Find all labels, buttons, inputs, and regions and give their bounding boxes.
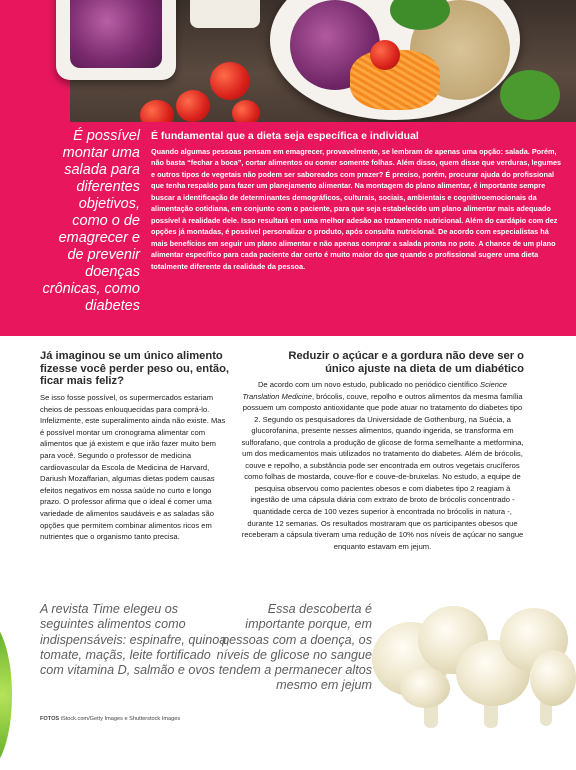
tomato-image — [140, 100, 174, 122]
salad-photo — [0, 0, 576, 122]
bowl-image — [190, 0, 260, 28]
right-body-text: , brócolis, couve, repolho e outros alimentos da mesma família possuem um composto antioxidante que pode atuar no tratamento do diabetes tipo 2. Segundo os pesquisadores da Universidade de Gothenburg, na Suécia, a glucorofanina, presente nesses alimentos, quando ingerida, se transforma em sulforafano, que controla a produção de glicose de forma semelhante a metformina, um dos medicamentos mais utilizados no tratamento do diabetes. Além de brócolis, couve e repolho, a substância pode ser encontrada em outros vegetais crucíferos como folhas de mostarda, couve-flor e couve-de-bruxelas. No estudo, a equipe de pesquisa observou como pacientes obesos e com diabetes tipo 2 reagiam à ingestão de uma cápsula diária com extrato de broto de brócolis concentrado - quantidade cerca de 100 vezes superior à encontrada no brócolis in natura -, durante 12 semanas. Os resultados mostraram que os participantes obesos que receberam a cápsula tiveram uma redução de 10% nos níveis de açúcar no sangue enquanto estavam em jejum. — [241, 391, 524, 551]
left-body: Se isso fosse possível, os supermercados estariam cheios de pessoas enlouquecidas para comprá-lo. Infelizmente, este superalimento ainda não existe. Mas é possível montar um cronograma alimentar com alimentos que já existem e que irão fazer muito bem para você. Segundo o professor de medicina cardiovascular da Escola de Medicina de Harvard, Dariush Mozaffarian, algumas dietas podem causas efeitos negativos em nossa saúde no curto e longo prazo. O professor afirma que o ideal é comer uma variedade de alimentos saudáveis e as saladas são opções que permitem combinar alimentos ricos em nutrientes que o organismo tanto precisa. — [40, 393, 226, 542]
sidebar-quote: É possível montar uma salada para diferentes objetivos, como o de emagrecer e de prevenir doenças crônicas, como diabetes — [42, 128, 140, 314]
info-box-title: É fundamental que a dieta seja específica e individual — [151, 130, 419, 142]
green-apple-image — [0, 620, 12, 770]
tomato-image — [176, 90, 210, 122]
left-heading: Já imaginou se um único alimento fizesse você perder peso ou, então, ficar mais feliz? — [40, 350, 230, 387]
greens-image — [500, 70, 560, 120]
journal-name: Science Translation Medicine — [242, 380, 508, 401]
right-body-intro: De acordo com um novo estudo, publicado no periódico científico — [257, 380, 480, 389]
red-cabbage-image — [70, 0, 162, 68]
tomato-image — [370, 40, 400, 70]
photo-credits — [40, 716, 340, 722]
credits-text: iStock.com/Getty Images e Shutterstock Images — [60, 716, 181, 722]
info-box-body: Quando algumas pessoas pensam em emagrecer, provavelmente, se lembram de apenas uma opção: salada. Porém, não basta “fechar a boca”, cortar alimentos ou comer somente folhas. Além disso, quem disse que verduras, legumes e outros tipos de vegetais não podem ser saboreados com prazer? É preciso, porém, procurar ajuda do profissional que tenha respaldo para fazer um planejamento alimentar. Na montagem do plano alimentar, é importante sempre buscar a identificação de determinantes demográficos, culturais, sociais, ambientais e cognitivoemocionais da alimentação cotidiana, em conjunto com o paciente, para que seja estabelecido um plano alimentar mais adequado possível à realidade dele. Isso resultará em uma melhor adesão ao tratamento nutricional. Além do cardápio com dez opções já montadas, é possível personalizar o produto, após consulta nutricional. De acordo com especialistas há mais benefícios em seguir um plano alimentar e não apenas comprar a salada pronta no pote. A chance de um plano alimentar específico para cada paciente dar certo é muito maior do que quando o profissional sugere uma dieta totalmente diferente da realidade da pessoa. — [151, 147, 562, 271]
tomato-image — [210, 62, 250, 100]
right-body — [240, 379, 525, 552]
credits-label: FOTOS — [40, 716, 60, 722]
left-pull-quote: A revista Time elegeu os seguintes alimentos como indispensáveis: espinafre, quinoa, tomate, maçãs, leite fortificado com vitamina D, salmão e ovos — [40, 602, 230, 678]
tomato-image — [232, 100, 260, 122]
right-heading: Reduzir o açúcar e a gordura não deve ser o único ajuste na dieta de um diabético — [288, 350, 524, 375]
right-pull-quote: Essa descoberta é importante porque, em pessoas com a doença, os níveis de glicose no sangue tendem a permanecer altos mesmo em jejum — [216, 602, 372, 693]
